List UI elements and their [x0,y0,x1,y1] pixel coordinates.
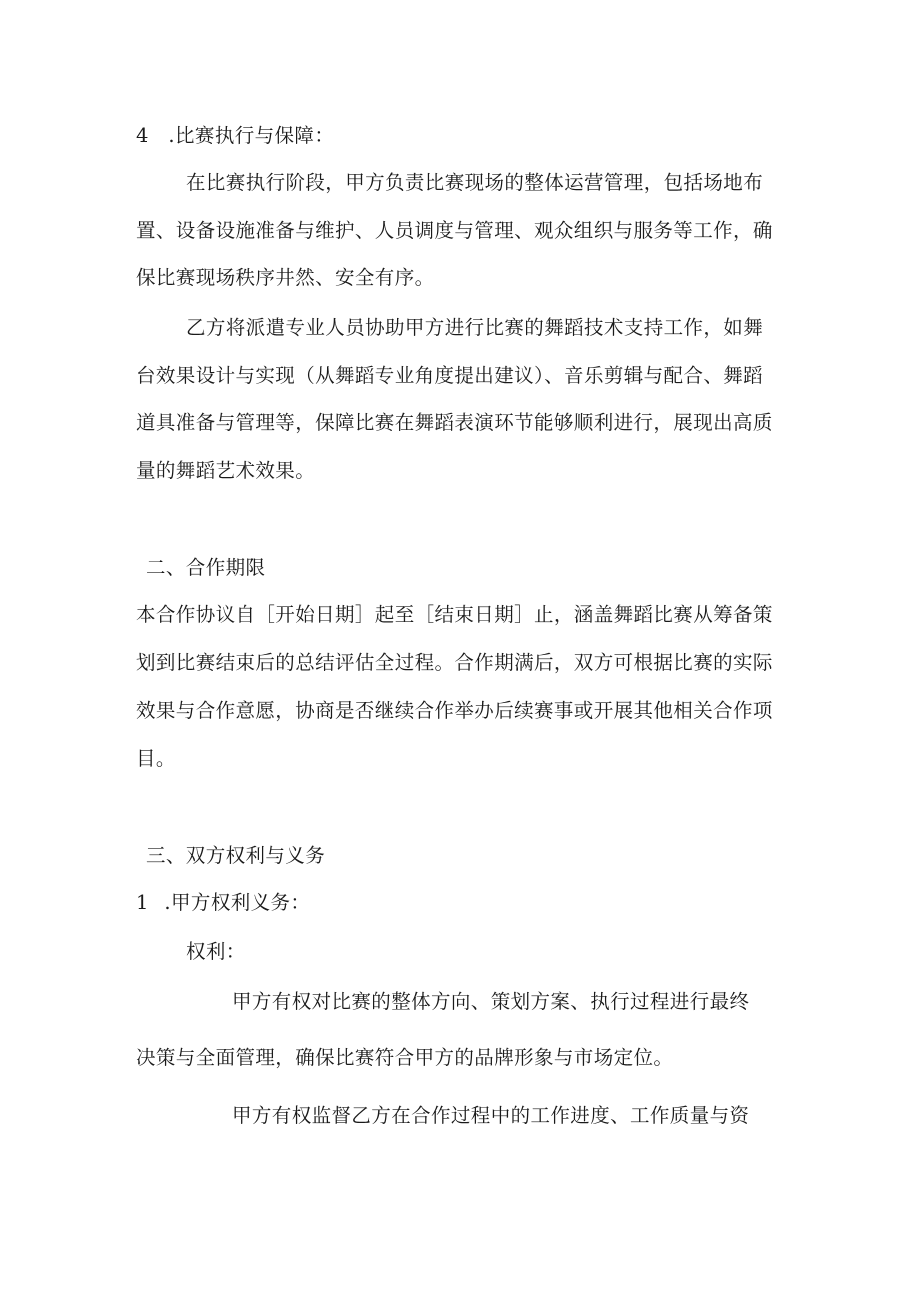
paragraph-line: 决策与全面管理，确保比赛符合甲方的品牌形象与市场定位。 [136,1046,674,1069]
paragraph-line: 甲方有权对比赛的整体方向、策划方案、执行过程进行最终 [232,990,750,1013]
subsection-1-heading [136,891,310,915]
paragraph-line: 乙方将派遣专业人员协助甲方进行比赛的舞蹈技术支持工作，如舞 [186,316,764,339]
paragraph-line: 划到比赛结束后的总结评估全过程。合作期满后，双方可根据比赛的实际 [136,651,773,674]
section-4-heading [136,124,334,148]
section-three-heading: 三、双方权利与义务 [146,844,326,867]
section-4-number: 4 [136,124,149,147]
subsection-1-title: .甲方权利义务： [164,891,311,914]
paragraph-line: 本合作协议自［开始日期］起至［结束日期］止，涵盖舞蹈比赛从筹备策 [136,603,773,626]
paragraph-line: 保比赛现场秩序井然、安全有序。 [136,266,435,289]
subsection-1-number: 1 [136,891,149,914]
paragraph-line: 效果与合作意愿，协商是否继续合作举办后续赛事或开展其他相关合作项 [136,699,773,722]
paragraph-line: 在比赛执行阶段，甲方负责比赛现场的整体运营管理，包括场地布 [186,171,764,194]
paragraph-line: 置、设备设施准备与维护、人员调度与管理、观众组织与服务等工作，确 [136,219,773,242]
paragraph-line: 量的舞蹈艺术效果。 [136,459,316,482]
paragraph-line: 甲方有权监督乙方在合作过程中的工作进度、工作质量与资 [232,1104,750,1127]
paragraph-line: 道具准备与管理等，保障比赛在舞蹈表演环节能够顺利进行，展现出高质 [136,411,773,434]
section-two-heading: 二、合作期限 [146,556,266,579]
paragraph-line: 目。 [136,747,176,770]
section-4-title: .比赛执行与保障： [168,124,335,147]
rights-label: 权利： [186,940,246,963]
paragraph-line: 台效果设计与实现（从舞蹈专业角度提出建议）、音乐剪辑与配合、舞蹈 [136,364,764,387]
